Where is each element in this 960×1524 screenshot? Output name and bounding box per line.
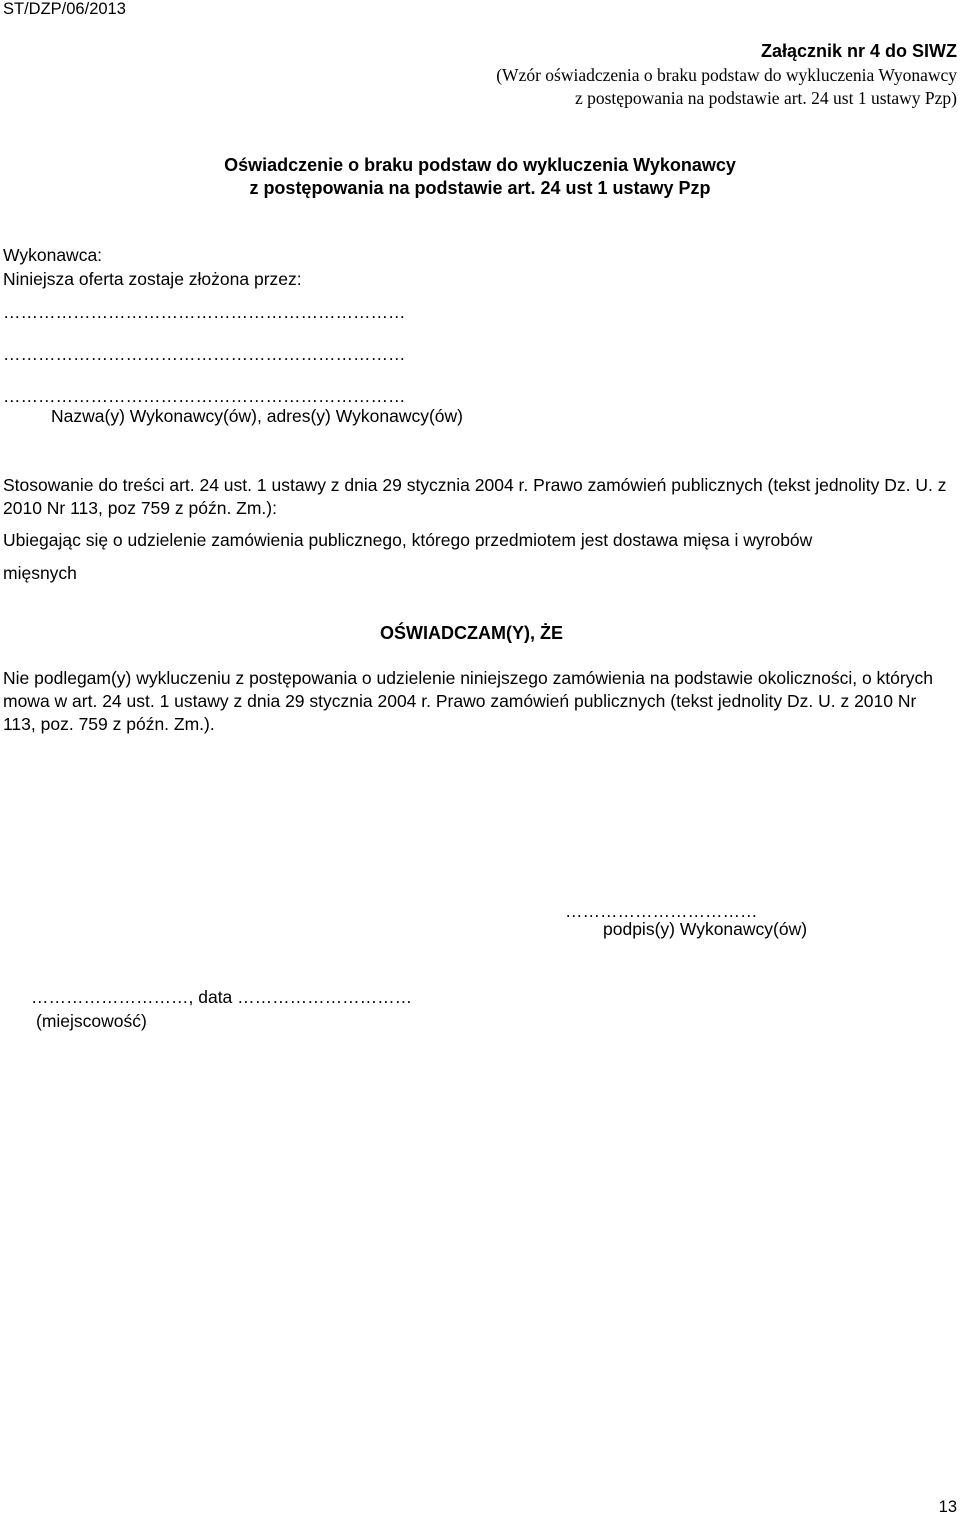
place-date-line — [31, 986, 412, 1008]
declaration-text: Nie podlegam(y) wykluczeniu z postępowania o udzielenie niniejszego zamówienia na podstawie okoliczności, o których mowa w art. 24 ust. 1 ustawy z dnia 29 stycznia 2004 r. Prawo zamówień publicznych (tekst jednolity Dz. U. z 2010 Nr 113, poz. 759 z późn. Zm.). — [3, 668, 933, 734]
contractor-dots-line3: …………………………………………………………… — [3, 386, 406, 406]
date-dots: ………………………… — [237, 987, 413, 1007]
place-dots: ……………………… — [31, 987, 189, 1007]
applying-text-line1: Ubiegając się o udzielenie zamówienia publicznego, którego przedmiotem jest dostawa mięsa i wyrobów — [3, 530, 813, 550]
page-number: 13 — [938, 1498, 957, 1516]
contractor-dots-line1: …………………………………………………………… — [3, 302, 406, 322]
document-reference: ST/DZP/06/2013 — [3, 0, 126, 18]
annex-subtitle-line2: z postępowania na podstawie art. 24 ust 1 ustawy Pzp) — [574, 88, 957, 108]
name-address-caption: Nazwa(y) Wykonawcy(ów), adres(y) Wykonawcy(ów) — [51, 406, 463, 426]
document-heading-line2: z postępowania na podstawie art. 24 ust 1 ustawy Pzp — [249, 178, 711, 198]
annex-title: Załącznik nr 4 do SIWZ — [760, 41, 957, 61]
applying-text-line2: mięsnych — [3, 563, 77, 583]
submitted-by-label: Niniejsza oferta zostaje złożona przez: — [3, 269, 302, 289]
signature-caption: podpis(y) Wykonawcy(ów) — [603, 919, 808, 939]
signature-dots: …………………………… — [565, 901, 758, 921]
annex-subtitle-line1: (Wzór oświadczenia o braku podstaw do wykluczenia Wyonawcy — [496, 65, 957, 85]
legal-basis-text: Stosowanie do treści art. 24 ust. 1 ustawy z dnia 29 stycznia 2004 r. Prawo zamówień publicznych (tekst jednolity Dz. U. z 2010 Nr 113, poz 759 z późn. Zm.): — [3, 475, 947, 518]
contractor-dots-line2: …………………………………………………………… — [3, 344, 406, 364]
declaration-heading: OŚWIADCZAM(Y), ŻE — [380, 623, 563, 643]
document-heading-line1: Oświadczenie o braku podstaw do wykluczenia Wykonawcy — [224, 155, 736, 175]
date-label: , data — [188, 987, 233, 1007]
place-caption: (miejscowość) — [36, 1011, 147, 1031]
contractor-label: Wykonawca: — [3, 245, 103, 265]
